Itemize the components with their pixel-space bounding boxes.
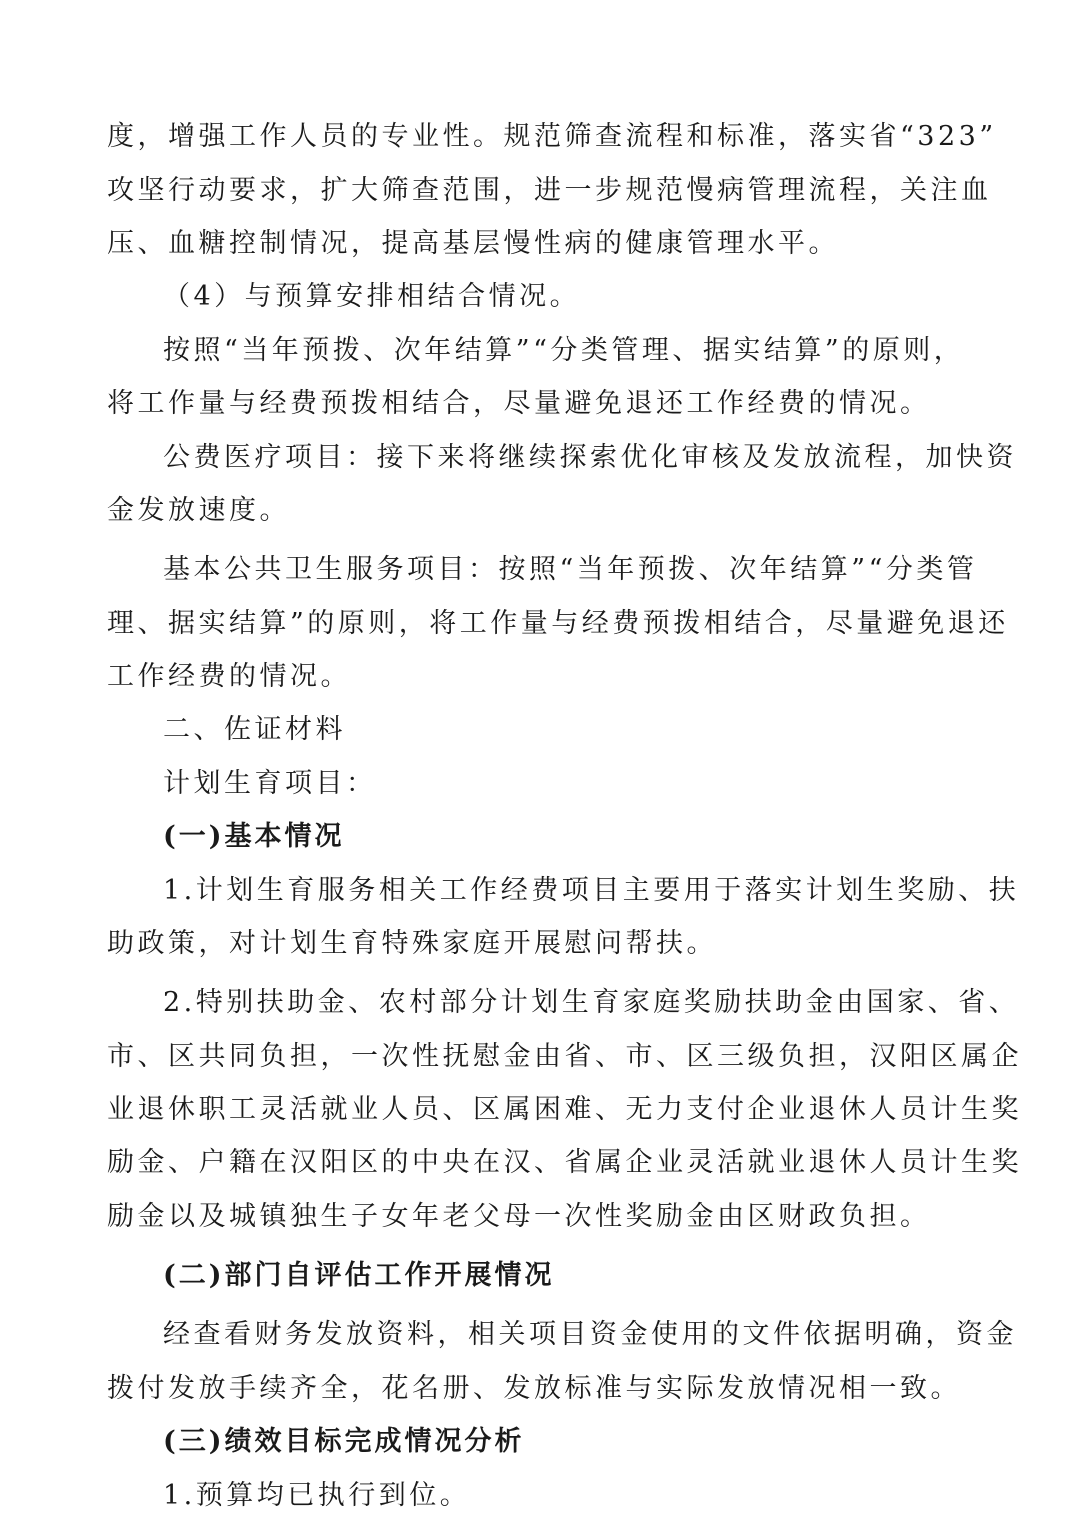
text-line: 助政策，对计划生育特殊家庭开展慰问帮扶。 [107,928,717,959]
subsection-heading: (一)基本情况 [163,821,345,852]
text-line: 市、区共同负担，一次性抚慰金由省、市、区三级负担，汉阳区属企 [107,1041,1022,1072]
text-line: 金发放速度。 [107,495,290,526]
text-line: 工作经费的情况。 [107,661,351,692]
text-line: 公费医疗项目：接下来将继续探索优化审核及发放流程，加快资 [163,442,1017,473]
text-line: 压、血糖控制情况，提高基层慢性病的健康管理水平。 [107,228,839,259]
section-heading: 二、佐证材料 [163,714,346,745]
text-line: 1.预算均已执行到位。 [163,1480,471,1511]
text-line: 度，增强工作人员的专业性。规范筛查流程和标准，落实省“323” [107,121,997,152]
text-line: 理、据实结算”的原则，将工作量与经费预拨相结合，尽量避免退还 [107,608,1009,639]
text-line: 励金、户籍在汉阳区的中央在汉、省属企业灵活就业退休人员计生奖 [107,1147,1022,1178]
text-line: 2.特别扶助金、农村部分计划生育家庭奖励扶助金由国家、省、 [163,987,1020,1018]
text-line: 经查看财务发放资料，相关项目资金使用的文件依据明确，资金 [163,1319,1017,1350]
text-line: 计划生育项目： [163,768,377,799]
text-line: 攻坚行动要求，扩大筛查范围，进一步规范慢病管理流程，关注血 [107,175,992,206]
text-line: 业退休职工灵活就业人员、区属困难、无力支付企业退休人员计生奖 [107,1094,1022,1125]
text-line: 励金以及城镇独生子女年老父母一次性奖励金由区财政负担。 [107,1201,931,1232]
text-line: 按照“当年预拨、次年结算”“分类管理、据实结算”的原则， [163,335,965,366]
subsection-heading: (二)部门自评估工作开展情况 [163,1260,555,1291]
text-line: 1.计划生育服务相关工作经费项目主要用于落实计划生奖励、扶 [163,875,1020,906]
text-line: 基本公共卫生服务项目：按照“当年预拨、次年结算”“分类管 [163,554,978,585]
text-line: 将工作量与经费预拨相结合，尽量避免退还工作经费的情况。 [107,388,931,419]
subsection-heading: (三)绩效目标完成情况分析 [163,1426,525,1457]
text-line: 拨付发放手续齐全，花名册、发放标准与实际发放情况相一致。 [107,1373,961,1404]
section-heading: （4）与预算安排相结合情况。 [163,281,581,312]
